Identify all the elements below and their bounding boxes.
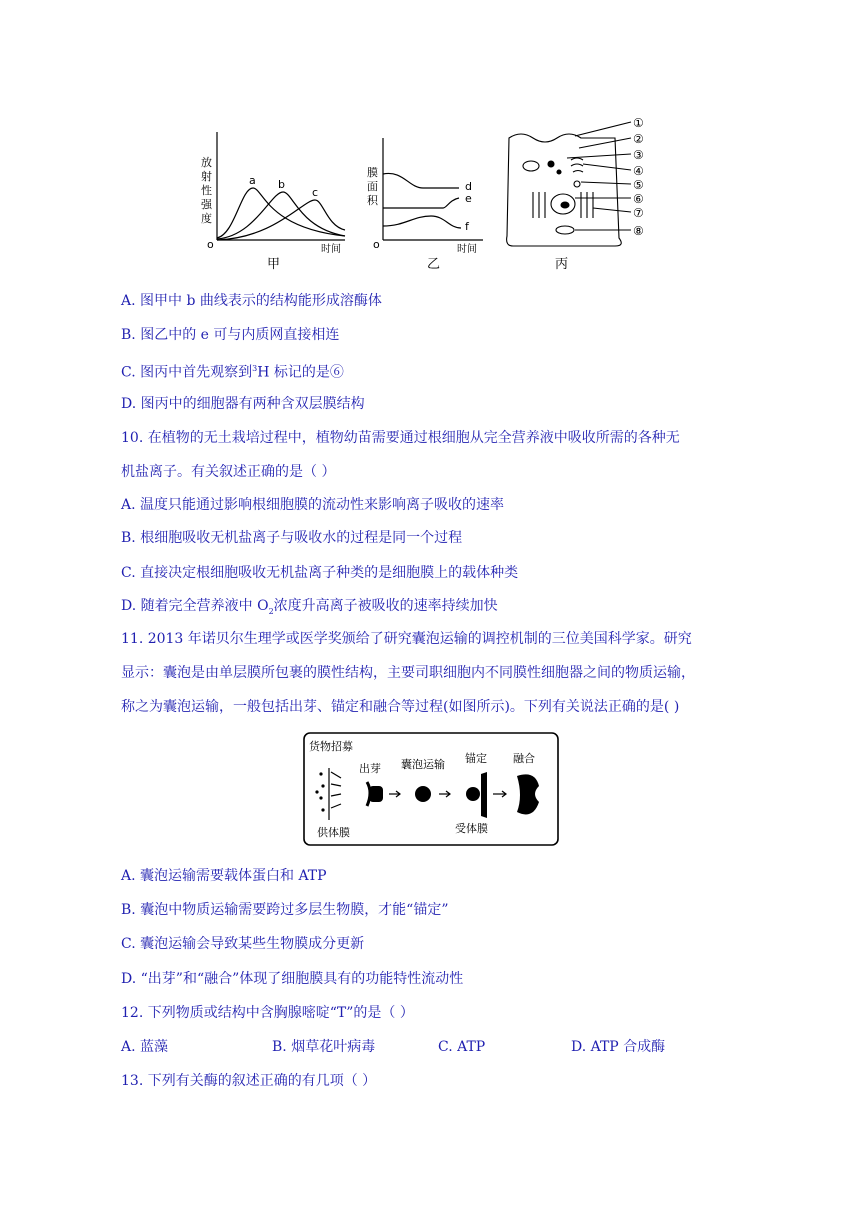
- yi-label-d: d: [465, 180, 472, 193]
- label-acceptor: 受体膜: [455, 822, 488, 835]
- jia-ylabel-3: 强: [201, 198, 212, 211]
- label-budding: 出芽: [359, 762, 381, 775]
- panel-bing: [507, 122, 631, 246]
- q10-option-d-post: 浓度升高离子被吸收的速率持续加快: [273, 598, 498, 614]
- label-cargo: 货物招募: [309, 740, 353, 753]
- yi-label-f: f: [465, 220, 469, 233]
- yi-ylabel-1: 面: [367, 180, 378, 193]
- q12-option-b: B. 烟草花叶病毒: [272, 1039, 376, 1055]
- jia-ylabel-4: 度: [201, 212, 212, 225]
- golgi: [571, 158, 583, 172]
- jia-label-b: b: [278, 178, 285, 191]
- q11-stem-line1: 11. 2013 年诺贝尔生理学或医学奖颁给了研究囊泡运输的调控机制的三位美国科学家。研究: [121, 631, 692, 647]
- bing-num-5: ⑤: [633, 178, 644, 192]
- q11-option-d: D. “出芽”和“融合”体现了细胞膜具有的功能特性流动性: [121, 971, 464, 987]
- q9-option-c-post: H 标记的是⑥: [257, 364, 344, 381]
- yi-xlabel: 时间: [457, 244, 477, 255]
- bing-num-8: ⑧: [633, 224, 644, 238]
- jia-ylabel-1: 射: [201, 170, 212, 183]
- q12-option-c: C. ATP: [438, 1039, 486, 1055]
- jia-xlabel: 时间: [321, 244, 341, 255]
- q10-stem-line1: 10. 在植物的无土栽培过程中，植物幼苗需要通过根细胞从完全营养液中吸收所需的各种无: [121, 430, 680, 446]
- q11-option-c: C. 囊泡运输会导致某些生物膜成分更新: [121, 936, 365, 952]
- label-donor: 供体膜: [317, 826, 350, 839]
- bing-num-3: ③: [633, 148, 644, 162]
- yi-label-e: e: [465, 192, 472, 205]
- vesicle-figure: [303, 732, 559, 846]
- yi-caption: 乙: [427, 257, 441, 272]
- mitochondria: [523, 161, 539, 171]
- q11-option-a: A. 囊泡运输需要载体蛋白和 ATP: [121, 868, 327, 884]
- figure-top: [195, 108, 665, 278]
- yi-ylabel-0: 膜: [367, 166, 378, 179]
- q10-option-c: C. 直接决定根细胞吸收无机盐离子种类的是细胞膜上的载体种类: [121, 565, 519, 581]
- cell-outline: [507, 134, 622, 246]
- q9-option-c-pre: C. 图丙中首先观察到: [121, 364, 253, 381]
- bing-num-6: ⑥: [633, 192, 644, 206]
- bing-caption: 丙: [555, 257, 569, 272]
- bing-num-4: ④: [633, 164, 644, 178]
- q11-stem-line2: 显示：囊泡是由单层膜所包裹的膜性结构，主要司职细胞内不同膜性细胞器之间的物质运输，: [121, 665, 695, 681]
- bing-num-2: ②: [633, 132, 644, 146]
- q10-stem-line2: 机盐离子。有关叙述正确的是（ ）: [121, 464, 336, 480]
- q10-option-b: B. 根细胞吸收无机盐离子与吸收水的过程是同一个过程: [121, 530, 463, 546]
- q12-option-a: A. 蓝藻: [121, 1039, 169, 1055]
- jia-ylabel-0: 放: [201, 156, 212, 169]
- bing-num-7: ⑦: [633, 206, 644, 220]
- label-transport: 囊泡运输: [401, 758, 445, 771]
- label-fusion: 融合: [513, 752, 535, 765]
- q10-option-d: [121, 597, 498, 621]
- q10-option-d-pre: D. 随着完全营养液中 O: [121, 598, 269, 614]
- q12-option-d: D. ATP 合成酶: [571, 1039, 666, 1055]
- q9-option-a: A. 图甲中 b 曲线表示的结构能形成溶酶体: [121, 293, 382, 309]
- jia-ylabel-2: 性: [201, 184, 212, 197]
- q13-stem: 13. 下列有关酶的叙述正确的有几项（ ）: [121, 1073, 377, 1089]
- q10-option-d-sub: 2: [268, 606, 274, 616]
- q9-option-b: B. 图乙中的 e 可与内质网直接相连: [121, 327, 340, 343]
- jia-origin: o: [207, 238, 214, 251]
- label-anchor: 锚定: [465, 752, 487, 765]
- q12-stem: 12. 下列物质或结构中含胸腺嘧啶“T”的是（ ）: [121, 1005, 414, 1021]
- jia-label-c: c: [312, 186, 319, 199]
- curve-f: [383, 216, 461, 228]
- yi-origin: o: [373, 238, 380, 251]
- curve-e2: [443, 198, 459, 208]
- q9-option-c-sup: 3: [252, 364, 258, 373]
- mitochondria-2: [556, 226, 574, 234]
- yi-ylabel-2: 积: [367, 194, 378, 207]
- q11-stem-line3: 称之为囊泡运输，一般包括出芽、锚定和融合等过程(如图所示)。下列有关说法正确的是( ): [121, 699, 680, 715]
- q9-option-d: D. 图丙中的细胞器有两种含双层膜结构: [121, 396, 365, 412]
- jia-caption: 甲: [267, 257, 281, 272]
- bing-num-1: ①: [633, 116, 644, 130]
- q12-options: [121, 1038, 721, 1056]
- q10-option-a: A. 温度只能通过影响根细胞膜的流动性来影响离子吸收的速率: [121, 497, 505, 513]
- curve-d: [383, 173, 459, 188]
- jia-label-a: a: [249, 174, 256, 187]
- q9-option-c: [121, 360, 344, 382]
- q11-option-b: B. 囊泡中物质运输需要跨过多层生物膜，才能“锚定”: [121, 902, 449, 918]
